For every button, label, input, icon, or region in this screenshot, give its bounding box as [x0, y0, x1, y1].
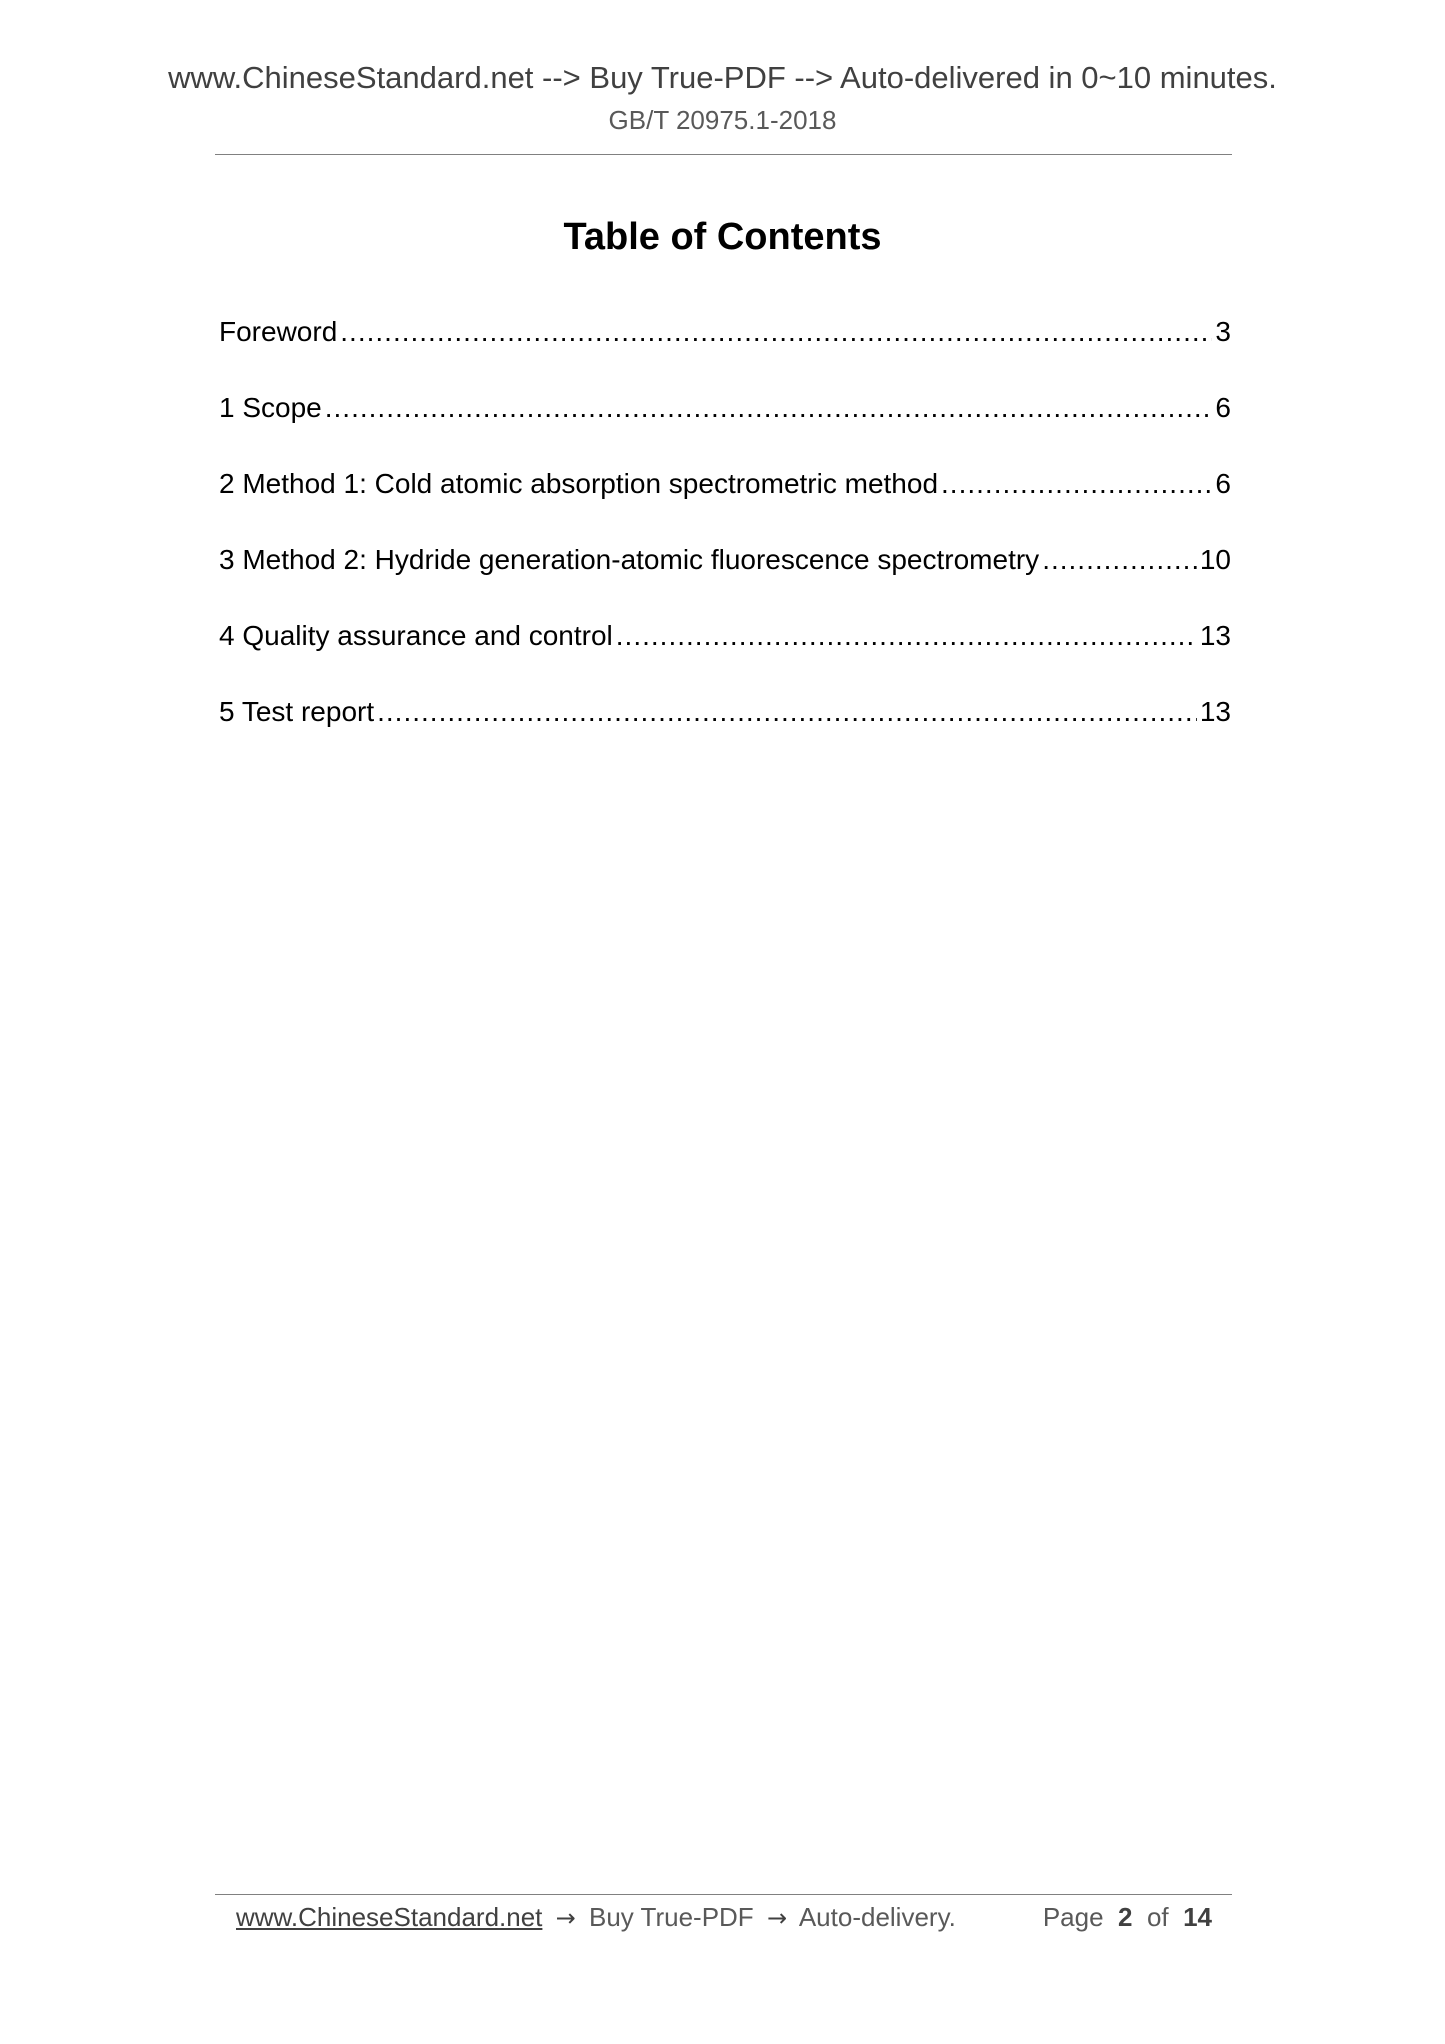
right-arrow-icon: →: [555, 1904, 576, 1932]
toc-entry-foreword[interactable]: [219, 312, 1231, 388]
toc-entry-quality-assurance[interactable]: [219, 616, 1231, 692]
toc-dot-leader: [325, 388, 1213, 428]
page-word: Page: [1042, 1902, 1104, 1932]
of-word: of: [1146, 1902, 1169, 1932]
right-arrow-icon: →: [766, 1904, 788, 1932]
current-page: 2: [1118, 1902, 1133, 1932]
toc-entry-label: 2 Method 1: Cold atomic absorption spectrometric method: [219, 468, 939, 499]
footer-delivery-text: Auto-delivery.: [798, 1902, 956, 1932]
toc-entry-label: 5 Test report: [219, 696, 375, 727]
toc-entry-scope[interactable]: [219, 388, 1231, 464]
total-pages: 14: [1183, 1902, 1212, 1932]
toc-entry-page: 6: [1215, 392, 1231, 423]
toc-entry-method-1[interactable]: [219, 464, 1231, 540]
toc-entry-label: 1 Scope: [219, 392, 322, 423]
toc-dot-leader: [616, 616, 1197, 656]
toc-entry-page: 13: [1199, 696, 1231, 727]
toc-entry-label: 3 Method 2: Hydride generation-atomic fluorescence spectrometry: [219, 544, 1040, 575]
toc-dot-leader: [941, 464, 1212, 504]
header-divider: [215, 154, 1232, 155]
footer-divider: [215, 1894, 1232, 1895]
toc-entry-page: 13: [1199, 620, 1231, 651]
toc-entry-page: 3: [1215, 316, 1231, 347]
table-of-contents: [219, 312, 1231, 768]
toc-entry-method-2[interactable]: [219, 540, 1231, 616]
toc-entry-test-report[interactable]: [219, 692, 1231, 768]
toc-entry-page: 6: [1215, 468, 1231, 499]
header-promo: www.ChineseStandard.net --> Buy True-PDF --> Auto-delivered in 0~10 minutes.: [168, 60, 1277, 95]
page-footer: [236, 1897, 1216, 1937]
toc-entry-label: Foreword: [219, 316, 338, 347]
toc-entry-page: 10: [1199, 544, 1231, 575]
toc-dot-leader: [1042, 540, 1197, 580]
standard-id: GB/T 20975.1-2018: [608, 105, 837, 135]
toc-dot-leader: [377, 692, 1197, 732]
toc-entry-label: 4 Quality assurance and control: [219, 620, 613, 651]
footer-buy-text: Buy True-PDF: [588, 1902, 754, 1932]
footer-site-link[interactable]: www.ChineseStandard.net: [236, 1902, 543, 1932]
page-number: [1043, 1897, 1212, 1937]
page-title: Table of Contents: [563, 216, 882, 258]
toc-dot-leader: [340, 312, 1212, 352]
